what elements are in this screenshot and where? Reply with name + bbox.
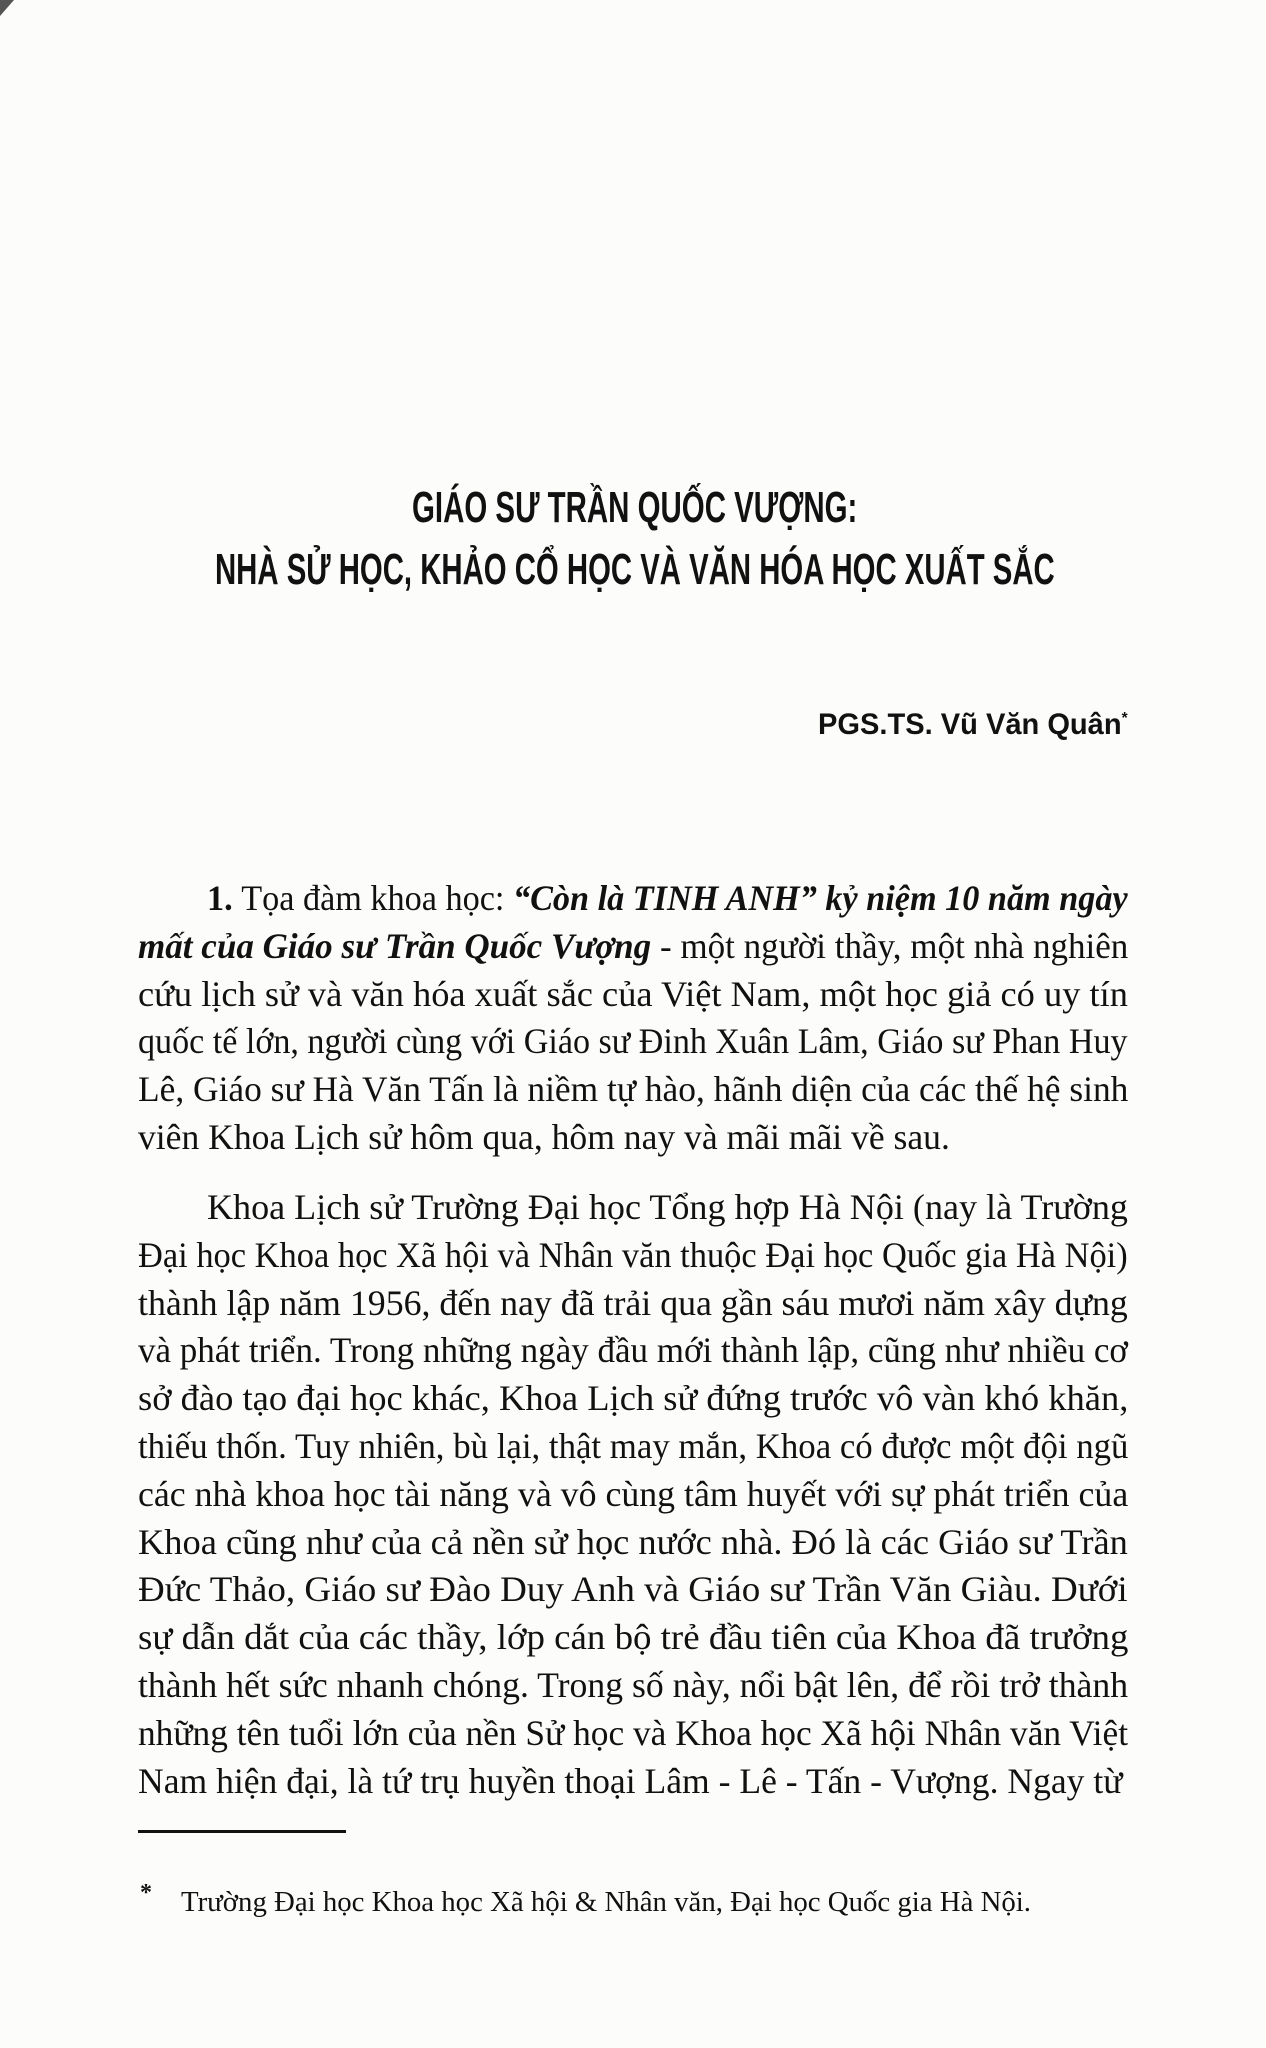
paragraph-2-line <box>138 1518 1128 1566</box>
footnote-mark: * <box>140 1880 152 1906</box>
paragraph-2-line <box>138 1231 1128 1279</box>
text-run: mất của Giáo sư Trần Quốc Vượng <box>138 925 652 966</box>
text-run: các nhà khoa học tài năng và vô cùng tâm huyết với sự phát triển của <box>138 1473 1129 1514</box>
paragraph-2-line <box>138 1709 1128 1757</box>
article-title-line-1: GIÁO SƯ TRẦN QUỐC VƯỢNG: <box>412 483 858 532</box>
paragraph-2-line <box>138 1326 1128 1374</box>
text-run: Khoa cũng như của cả nền sử học nước nhà. Đó là các Giáo sư Trần <box>138 1521 1128 1562</box>
paragraph-2-line <box>138 1613 1128 1661</box>
author-name: PGS.TS. Vũ Văn Quân <box>818 708 1122 741</box>
paragraph-2-line <box>138 1470 1128 1518</box>
text-run: sự dẫn dắt của các thầy, lớp cán bộ trẻ đầu tiên của Khoa đã trưởng <box>138 1617 1129 1658</box>
paragraph-2-line <box>138 1374 1128 1422</box>
text-run: cứu lịch sử và văn hóa xuất sắc của Việt Nam, một học giả có uy tín <box>138 973 1128 1014</box>
text-run: thành lập năm 1956, đến nay đã trải qua gần sáu mươi năm xây dựng <box>138 1282 1128 1323</box>
text-run: Đức Thảo, Giáo sư Đào Duy Anh và Giáo sư Trần Văn Giàu. Dưới <box>138 1569 1128 1610</box>
paragraph-1-line <box>138 1065 1128 1113</box>
paragraph-2-line <box>138 1422 1128 1470</box>
paragraph-2-line <box>138 1565 1128 1613</box>
text-run: những tên tuổi lớn của nền Sử học và Khoa học Xã hội Nhân văn Việt <box>138 1712 1129 1753</box>
text-run: 1. <box>207 878 242 918</box>
text-run: viên Khoa Lịch sử hôm qua, hôm nay và mãi mãi về sau. <box>138 1117 950 1157</box>
footnote-reference: * <box>1121 710 1128 727</box>
text-run: thiếu thốn. Tuy nhiên, bù lại, thật may mắn, Khoa có được một đội ngũ <box>138 1426 1129 1466</box>
text-run: quốc tế lớn, người cùng với Giáo sư Đinh Xuân Lâm, Giáo sư Phan Huy <box>138 1021 1128 1062</box>
paragraph-1-line <box>138 970 1128 1018</box>
text-run: Lê, Giáo sư Hà Văn Tấn là niềm tự hào, hãnh diện của các thế hệ sinh <box>138 1069 1129 1110</box>
text-run: Khoa Lịch sử Trường Đại học Tổng hợp Hà Nội (nay là Trường <box>207 1187 1128 1227</box>
text-run: sở đào tạo đại học khác, Khoa Lịch sử đứng trước vô vàn khó khăn, <box>138 1378 1129 1419</box>
text-run: và phát triển. Trong những ngày đầu mới thành lập, cũng như nhiều cơ <box>138 1330 1128 1371</box>
scan-edge <box>0 0 14 16</box>
text-run: thành hết sức nhanh chóng. Trong số này, nổi bật lên, để rồi trở thành <box>138 1665 1129 1705</box>
paragraph-1-line <box>138 1113 950 1161</box>
article-title-line-2: NHÀ SỬ HỌC, KHẢO CỔ HỌC VÀ VĂN HÓA HỌC XUẤT SẮC <box>215 545 1055 594</box>
paragraph-1-line <box>138 1017 1128 1065</box>
footnote-divider <box>138 1830 346 1833</box>
paragraph-2-line <box>138 1661 1128 1709</box>
author-byline <box>818 699 1128 745</box>
paragraph-2-line <box>138 1757 1123 1805</box>
footnote-text: Trường Đại học Khoa học Xã hội & Nhân văn, Đại học Quốc gia Hà Nội. <box>181 1887 1031 1918</box>
text-run: Tọa đàm khoa học: <box>241 878 513 918</box>
paragraph-2-line <box>207 1183 1128 1231</box>
paragraph-1-line <box>138 922 1128 970</box>
paragraph-1-line <box>207 874 1128 922</box>
text-run: Đại học Khoa học Xã hội và Nhân văn thuộc Đại học Quốc gia Hà Nội) <box>138 1234 1128 1275</box>
paragraph-2-line <box>138 1279 1128 1327</box>
text-run: - một người thầy, một nhà nghiên <box>651 925 1129 966</box>
text-run: “Còn là TINH ANH” kỷ niệm 10 năm ngày <box>512 878 1128 918</box>
text-run: Nam hiện đại, là tứ trụ huyền thoại Lâm - Lê - Tấn - Vượng. Ngay từ <box>138 1760 1123 1801</box>
